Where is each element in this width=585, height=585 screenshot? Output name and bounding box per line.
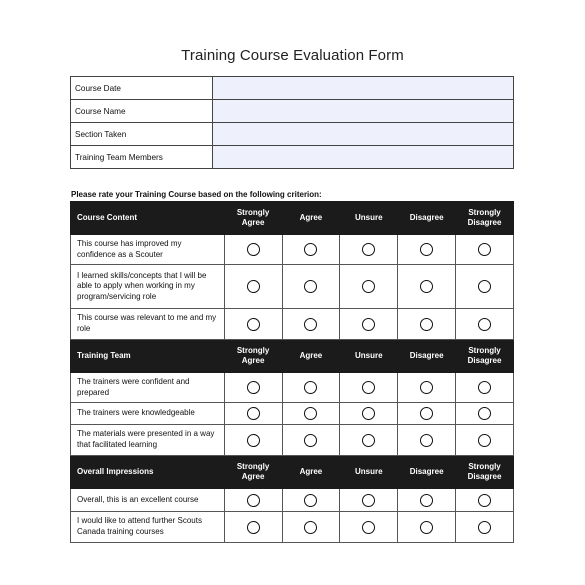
radio-unsure[interactable]: [362, 407, 375, 420]
section-title: Overall Impressions: [71, 456, 225, 489]
rating-table: [70, 201, 514, 543]
radio-disagree[interactable]: [420, 243, 433, 256]
question-row: [71, 265, 514, 309]
radio-agree[interactable]: [304, 318, 317, 331]
option-header: Agree: [282, 340, 340, 373]
radio-unsure[interactable]: [362, 381, 375, 394]
course-date-field[interactable]: [213, 77, 514, 100]
option-header: Unsure: [340, 340, 398, 373]
question-row: [71, 489, 514, 512]
section-title: Course Content: [71, 202, 225, 235]
info-label: Section Taken: [71, 123, 213, 146]
radio-agree[interactable]: [304, 381, 317, 394]
option-header: Strongly Disagree: [456, 202, 514, 235]
radio-strongly-disagree[interactable]: [478, 243, 491, 256]
radio-strongly-disagree[interactable]: [478, 381, 491, 394]
course-name-field[interactable]: [213, 100, 514, 123]
radio-unsure[interactable]: [362, 280, 375, 293]
question-row: [71, 373, 514, 403]
info-label: Course Name: [71, 100, 213, 123]
radio-agree[interactable]: [304, 434, 317, 447]
radio-disagree[interactable]: [420, 521, 433, 534]
radio-disagree[interactable]: [420, 434, 433, 447]
radio-unsure[interactable]: [362, 521, 375, 534]
option-header: Strongly Agree: [224, 456, 282, 489]
radio-strongly-agree[interactable]: [247, 280, 260, 293]
radio-agree[interactable]: [304, 521, 317, 534]
radio-agree[interactable]: [304, 407, 317, 420]
question-text: Overall, this is an excellent course: [71, 489, 225, 512]
radio-disagree[interactable]: [420, 407, 433, 420]
radio-unsure[interactable]: [362, 494, 375, 507]
question-text: I learned skills/concepts that I will be able to apply when working in my program/servicing role: [71, 265, 225, 309]
radio-strongly-disagree[interactable]: [478, 494, 491, 507]
question-row: [71, 403, 514, 425]
radio-unsure[interactable]: [362, 318, 375, 331]
info-label: Course Date: [71, 77, 213, 100]
option-header: Unsure: [340, 456, 398, 489]
section-header-overall-impressions: [71, 456, 514, 489]
radio-strongly-disagree[interactable]: [478, 434, 491, 447]
radio-agree[interactable]: [304, 494, 317, 507]
radio-strongly-agree[interactable]: [247, 381, 260, 394]
radio-strongly-agree[interactable]: [247, 243, 260, 256]
radio-strongly-disagree[interactable]: [478, 521, 491, 534]
info-label: Training Team Members: [71, 146, 213, 169]
option-header: Agree: [282, 202, 340, 235]
question-row: [71, 425, 514, 456]
info-row-section-taken: [71, 123, 514, 146]
form-title: Training Course Evaluation Form: [181, 47, 404, 64]
radio-strongly-agree[interactable]: [247, 434, 260, 447]
option-header: Disagree: [398, 202, 456, 235]
question-text: The materials were presented in a way that facilitated learning: [71, 425, 225, 456]
question-text: This course has improved my confidence as a Scouter: [71, 235, 225, 265]
radio-disagree[interactable]: [420, 280, 433, 293]
question-row: [71, 309, 514, 340]
option-header: Agree: [282, 456, 340, 489]
option-header: Strongly Disagree: [456, 340, 514, 373]
course-info-table: [70, 76, 514, 169]
info-row-training-team: [71, 146, 514, 169]
option-header: Disagree: [398, 340, 456, 373]
option-header: Strongly Disagree: [456, 456, 514, 489]
option-header: Unsure: [340, 202, 398, 235]
radio-disagree[interactable]: [420, 494, 433, 507]
training-team-members-field[interactable]: [213, 146, 514, 169]
radio-strongly-disagree[interactable]: [478, 318, 491, 331]
radio-disagree[interactable]: [420, 381, 433, 394]
radio-strongly-agree[interactable]: [247, 494, 260, 507]
radio-strongly-disagree[interactable]: [478, 407, 491, 420]
question-text: I would like to attend further Scouts Canada training courses: [71, 512, 225, 543]
question-text: The trainers were confident and prepared: [71, 373, 225, 403]
radio-disagree[interactable]: [420, 318, 433, 331]
radio-unsure[interactable]: [362, 243, 375, 256]
info-row-course-name: [71, 100, 514, 123]
option-header: Strongly Agree: [224, 340, 282, 373]
question-row: [71, 235, 514, 265]
section-title: Training Team: [71, 340, 225, 373]
option-header: Strongly Agree: [224, 202, 282, 235]
rating-instruction: Please rate your Training Course based on the following criterion:: [71, 190, 322, 199]
info-row-course-date: [71, 77, 514, 100]
radio-agree[interactable]: [304, 243, 317, 256]
section-header-training-team: [71, 340, 514, 373]
option-header: Disagree: [398, 456, 456, 489]
radio-strongly-disagree[interactable]: [478, 280, 491, 293]
question-row: [71, 512, 514, 543]
question-text: This course was relevant to me and my role: [71, 309, 225, 340]
radio-strongly-agree[interactable]: [247, 407, 260, 420]
section-header-course-content: [71, 202, 514, 235]
radio-strongly-agree[interactable]: [247, 521, 260, 534]
section-taken-field[interactable]: [213, 123, 514, 146]
radio-strongly-agree[interactable]: [247, 318, 260, 331]
radio-unsure[interactable]: [362, 434, 375, 447]
radio-agree[interactable]: [304, 280, 317, 293]
question-text: The trainers were knowledgeable: [71, 403, 225, 425]
